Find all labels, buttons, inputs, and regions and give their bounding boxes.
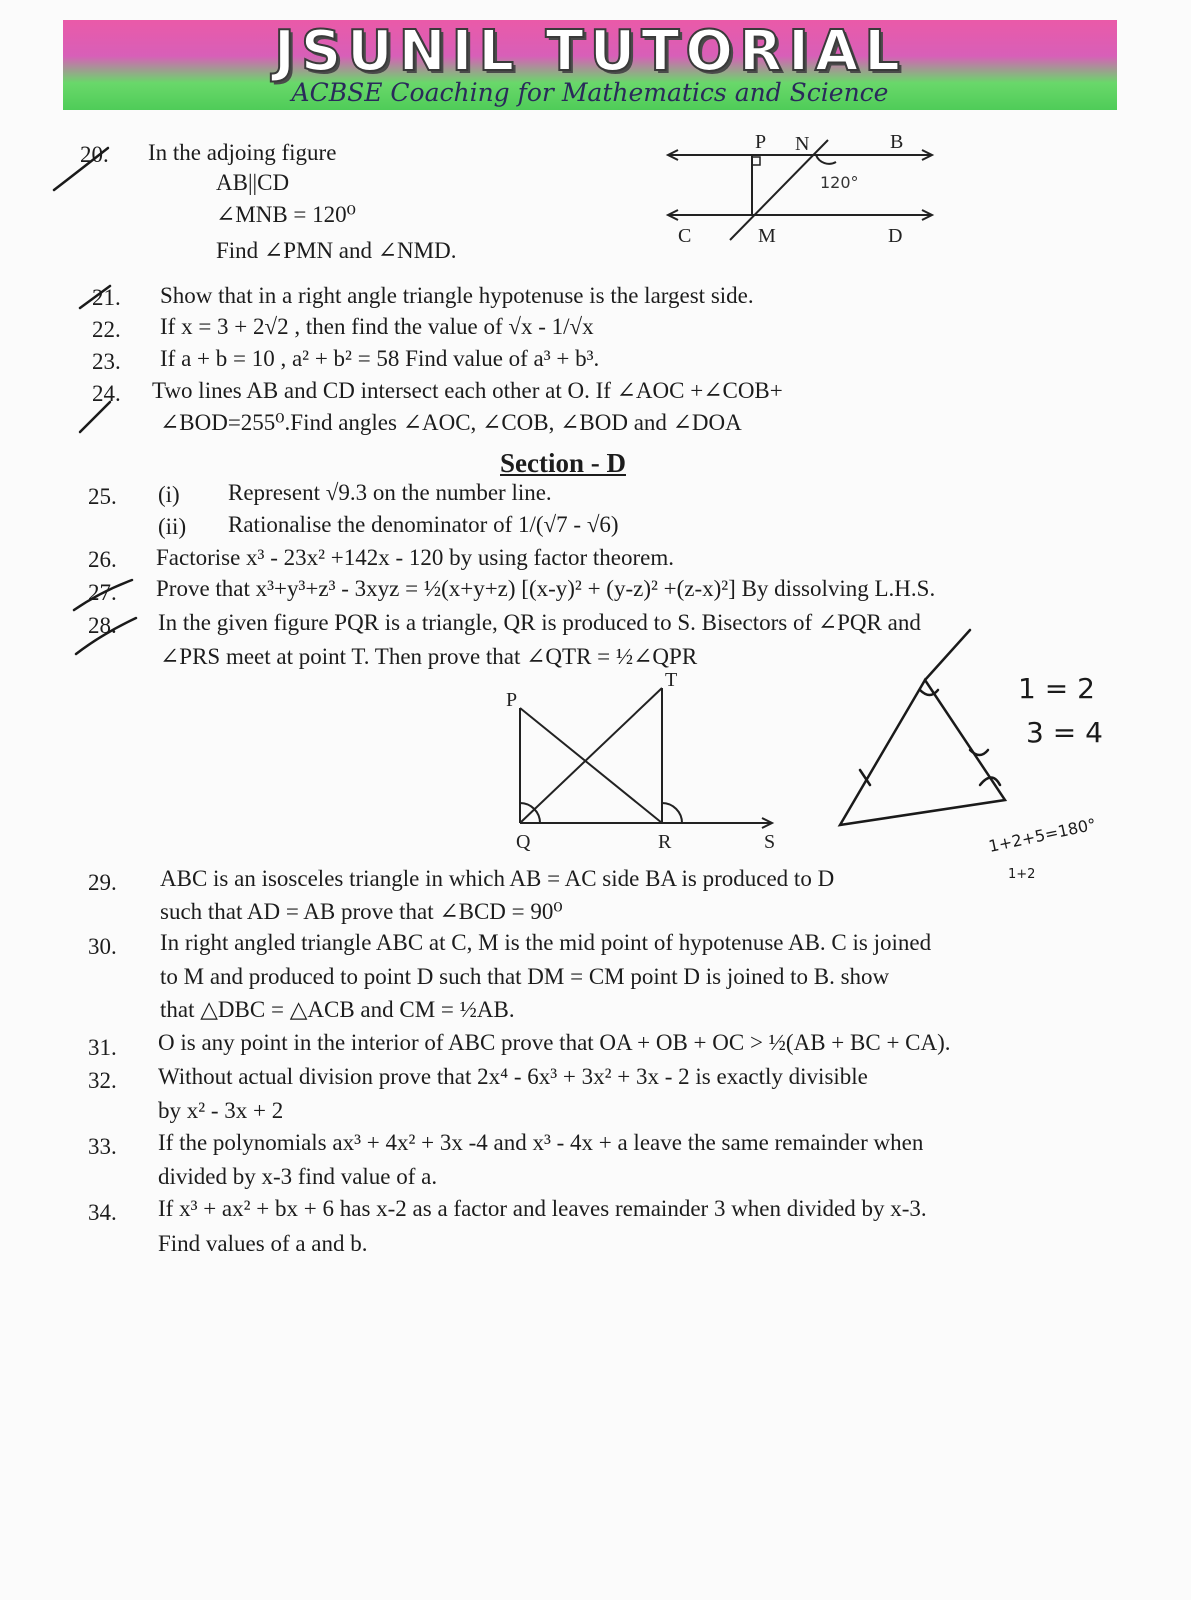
q21-text: Show that in a right angle triangle hypotenuse is the largest side. (160, 283, 754, 308)
q26-number: 26. (88, 547, 117, 572)
label-m: M (758, 225, 776, 247)
note-4: 1+2 (1008, 867, 1036, 882)
side-pr (520, 708, 662, 823)
header-subtitle: ACBSE Coaching for Mathematics and Science (291, 78, 889, 107)
fig28-label-q: Q (516, 831, 531, 853)
q22-number: 22. (92, 317, 121, 342)
q25-part-ii-label: (ii) (158, 514, 187, 539)
bisector-qt (520, 688, 662, 823)
note-1: 1 = 2 (1018, 672, 1095, 705)
q33-line-1: If the polynomials ax³ + 4x² + 3x -4 and x³ - 4x + a leave the same remainder when (158, 1130, 924, 1155)
q30-line-2: to M and produced to point D such that DM = CM point D is joined to B. show (160, 964, 890, 989)
label-p: P (755, 131, 767, 153)
q29-line-1: ABC is an isosceles triangle in which AB = AC side BA is produced to D (160, 866, 835, 891)
q32-line-1: Without actual division prove that 2x⁴ - 6x³ + 3x² + 3x - 2 is exactly divisible (158, 1064, 868, 1089)
label-d: D (888, 225, 903, 247)
q34-line-1: If x³ + ax² + bx + 6 has x-2 as a factor and leaves remainder 3 when divided by x-3. (158, 1196, 927, 1221)
label-c: C (678, 225, 692, 247)
fig28-label-p: P (506, 689, 518, 711)
fig28-label-s: S (764, 831, 776, 853)
q27-number: 27. (88, 580, 117, 605)
q22-text: If x = 3 + 2√2 , then find the value of √x - 1/√x (160, 314, 594, 339)
q28-number: 28. (88, 613, 117, 638)
angle-arc (816, 155, 836, 164)
angle-r-arc (662, 803, 682, 823)
sketch-mark-3 (980, 778, 1000, 786)
q25-part-i-text: Represent √9.3 on the number line. (228, 480, 552, 505)
sketch-mark-1 (920, 690, 938, 695)
fig28-label-t: T (665, 669, 678, 691)
q25-part-ii-text: Rationalise the denominator of 1/(√7 - √6) (228, 512, 619, 537)
q28-figure (500, 668, 800, 858)
q24-line-1: Two lines AB and CD intersect each other at O. If ∠AOC +∠COB+ (152, 378, 783, 403)
q20-line-2: AB||CD (216, 170, 290, 195)
q20-number: 20. (80, 142, 109, 167)
q27-text: Prove that x³+y³+z³ - 3xyz = ½(x+y+z) [(x-y)² + (y-z)² +(z-x)²] By dissolving L.H.S. (156, 576, 936, 601)
q33-number: 33. (88, 1134, 117, 1159)
q30-number: 30. (88, 934, 117, 959)
q21-number: 21. (92, 285, 121, 310)
q31-number: 31. (88, 1035, 117, 1060)
sketch-extension (925, 630, 970, 680)
q20-line-1: In the adjoing figure (148, 140, 337, 165)
tick-q21 (80, 286, 110, 308)
q26-text: Factorise x³ - 23x² +142x - 120 by using factor theorem. (156, 545, 674, 570)
label-n: N (795, 133, 810, 155)
handwritten-triangle-sketch (830, 620, 1130, 880)
q30-line-1: In right angled triangle ABC at C, M is the mid point of hypotenuse AB. C is joined (160, 930, 932, 955)
q32-line-2: by x² - 3x + 2 (158, 1098, 284, 1123)
q25-number: 25. (88, 484, 117, 509)
q30-line-3: that △DBC = △ACB and CM = ½AB. (160, 997, 515, 1022)
q20-line-4: Find ∠PMN and ∠NMD. (216, 238, 457, 263)
q29-line-2: such that AD = AB prove that ∠BCD = 90⁰ (160, 899, 563, 924)
q33-line-2: divided by x-3 find value of a. (158, 1164, 438, 1189)
q34-line-2: Find values of a and b. (158, 1231, 368, 1256)
q23-number: 23. (92, 349, 121, 374)
q32-number: 32. (88, 1068, 117, 1093)
sketch-triangle (840, 680, 1005, 825)
handwritten-ticks (40, 140, 160, 660)
q28-line-1: In the given figure PQR is a triangle, QR is produced to S. Bisectors of ∠PQR and (158, 610, 921, 635)
tick-q24 (80, 402, 110, 432)
label-b: B (890, 131, 904, 153)
q31-text: O is any point in the interior of ABC prove that OA + OB + OC > ½(AB + BC + CA). (158, 1030, 951, 1055)
label-angle-120: 120° (820, 173, 859, 192)
section-d-heading: Section - D (500, 448, 626, 478)
note-3: 1+2+5=180° (986, 814, 1098, 856)
header-title: JSUNIL TUTORIAL (274, 19, 906, 84)
q34-number: 34. (88, 1200, 117, 1225)
fig28-label-r: R (658, 831, 672, 853)
tick-q28 (76, 618, 136, 654)
q28-line-2: ∠PRS meet at point T. Then prove that ∠QTR = ½∠QPR (160, 644, 698, 669)
right-angle-mark (752, 157, 760, 165)
tick-q27 (74, 580, 132, 610)
note-2: 3 = 4 (1026, 716, 1103, 749)
q29-number: 29. (88, 870, 117, 895)
q20-line-3: ∠MNB = 120⁰ (216, 202, 356, 227)
q20-figure (660, 130, 950, 250)
tick-q20 (54, 148, 108, 190)
q23-text: If a + b = 10 , a² + b² = 58 Find value of a³ + b³. (160, 346, 600, 371)
header-banner (63, 20, 1117, 110)
q24-line-2: ∠BOD=255⁰.Find angles ∠AOC, ∠COB, ∠BOD and ∠DOA (160, 410, 742, 435)
q24-number: 24. (92, 381, 121, 406)
q25-part-i-label: (i) (158, 482, 180, 507)
